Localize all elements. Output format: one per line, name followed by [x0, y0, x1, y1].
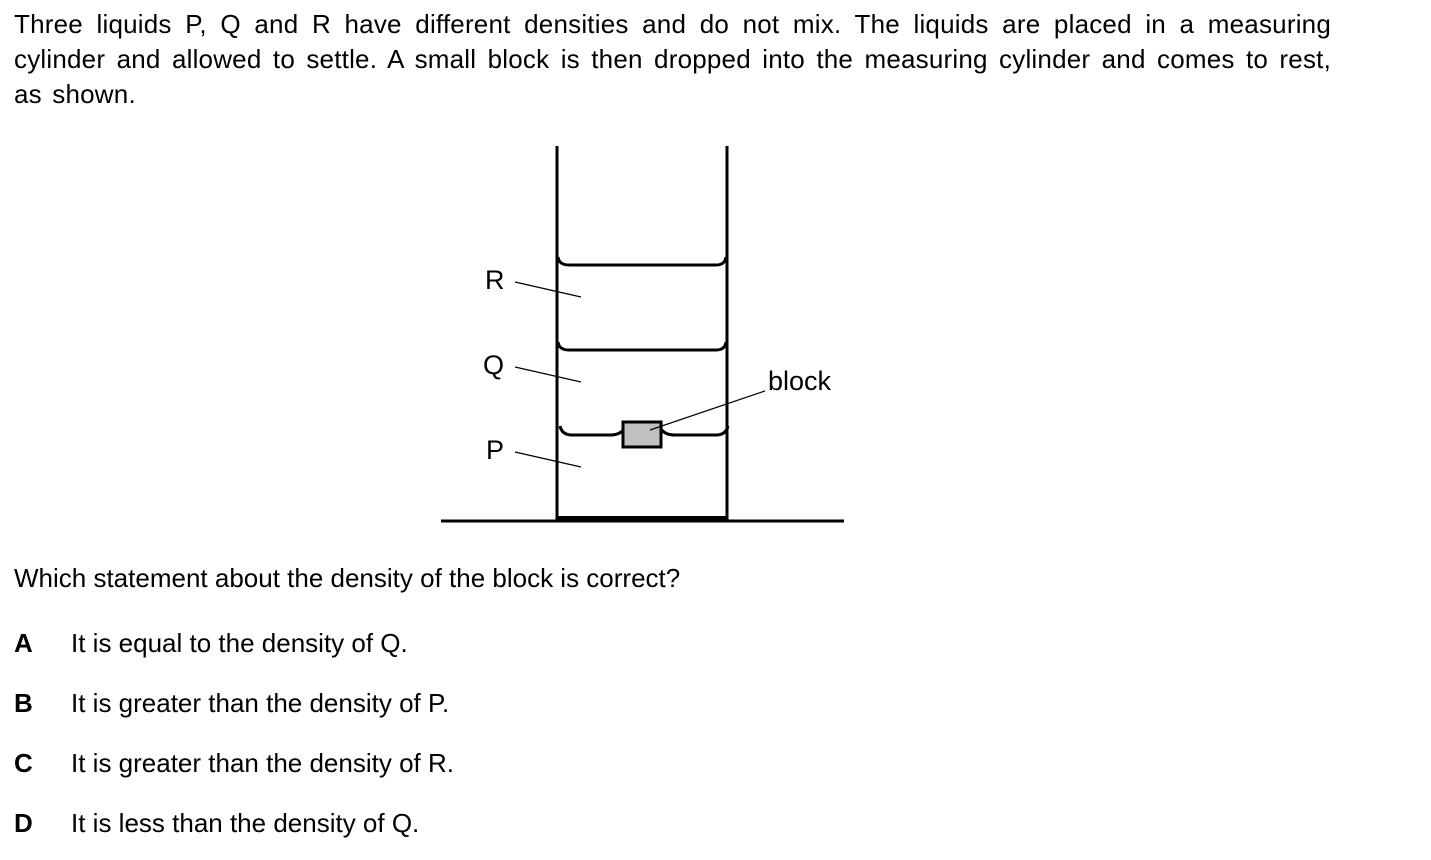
label-r: R	[485, 265, 505, 295]
label-p: P	[486, 435, 505, 465]
question-prompt: Which statement about the density of the block is correct?	[14, 563, 681, 593]
option-b-text: It is greater than the density of P.	[71, 688, 450, 718]
option-d-key: D	[14, 808, 33, 838]
question-intro: Three liquids P, Q and R have different densities and do not mix. The liquids are placed in a measuring cylinder and allowed to settle. A small block is then dropped into the measuring cylinder and comes to rest, as shown.	[14, 9, 1331, 109]
liquid-r-surface	[558, 257, 726, 265]
label-block-leader	[650, 391, 765, 430]
label-q: Q	[483, 350, 505, 380]
block-shape	[623, 422, 661, 447]
liquid-q-surface	[558, 342, 726, 350]
option-a-key: A	[14, 628, 33, 658]
label-block: block	[768, 366, 832, 396]
option-a-text: It is equal to the density of Q.	[71, 628, 408, 658]
option-b-key: B	[14, 688, 33, 718]
option-d-text: It is less than the density of Q.	[71, 808, 420, 838]
option-c-text: It is greater than the density of R.	[71, 748, 454, 778]
option-c-key: C	[14, 748, 33, 778]
label-q-leader	[515, 367, 581, 382]
label-r-leader	[515, 282, 581, 297]
label-p-leader	[515, 452, 581, 467]
